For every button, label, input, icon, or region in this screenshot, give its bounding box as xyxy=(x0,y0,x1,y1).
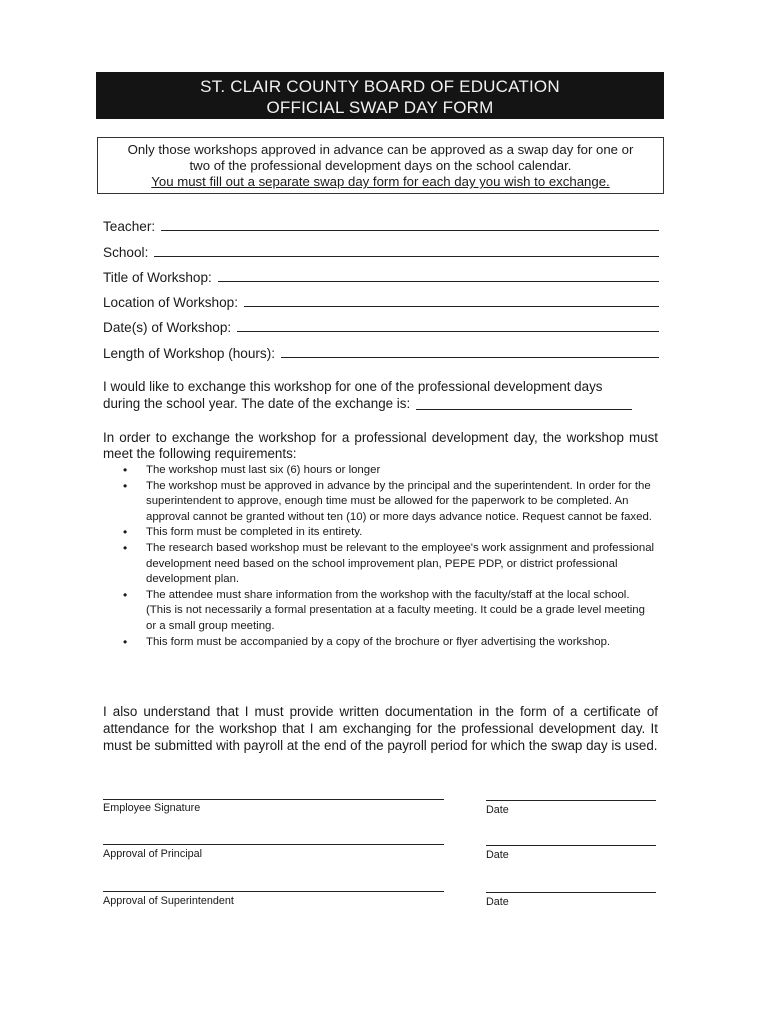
exchange-line-2: during the school year. The date of the exchange is: xyxy=(103,396,411,411)
employee-signature-label: Employee Signature xyxy=(103,802,201,814)
workshop-length-label: Length of Workshop (hours): xyxy=(103,345,276,361)
workshop-title-input-line[interactable] xyxy=(218,281,659,282)
workshop-location-input-line[interactable] xyxy=(244,306,659,307)
principal-signature-label: Approval of Principal xyxy=(103,848,203,860)
requirement-item: • The research based workshop must be relevant to the employee's work assignment and professional development need based on the school improvement plan, PEPE PDP, or district professional development plan. xyxy=(120,541,655,588)
requirements-list xyxy=(120,463,655,650)
workshop-length-field xyxy=(103,335,659,360)
school-label: School: xyxy=(103,244,149,260)
principal-signature-line[interactable] xyxy=(103,844,444,845)
school-field xyxy=(103,234,659,259)
principal-date-label: Date xyxy=(486,849,509,861)
form-title: OFFICIAL SWAP DAY FORM xyxy=(266,98,494,117)
requirement-item: • This form must be completed in its entirety. xyxy=(120,525,655,541)
notice-box xyxy=(97,137,664,194)
board-title: ST. CLAIR COUNTY BOARD OF EDUCATION xyxy=(200,77,560,96)
workshop-fields xyxy=(103,209,659,361)
workshop-length-input-line[interactable] xyxy=(281,357,659,358)
workshop-title-field xyxy=(103,260,659,285)
principal-date-line[interactable] xyxy=(486,845,656,846)
workshop-location-label: Location of Workshop: xyxy=(103,295,239,311)
requirement-item: • The workshop must be approved in advance by the principal and the superintendent. In order for the superintendent to approve, enough time must be allowed for the paperwork to be completed. An approval cannot be granted without ten (10) or more days advance notice. Request cannot be faxed. xyxy=(120,479,655,526)
requirement-item: • This form must be accompanied by a copy of the brochure or flyer advertising the workshop. xyxy=(120,635,655,651)
notice-line-1: Only those workshops approved in advance can be approved as a swap day for one or xyxy=(127,142,634,157)
workshop-title-label: Title of Workshop: xyxy=(103,269,212,285)
workshop-dates-field xyxy=(103,310,659,335)
superintendent-date-label: Date xyxy=(486,896,509,908)
teacher-label: Teacher: xyxy=(103,219,156,235)
requirements-intro: In order to exchange the workshop for a professional development day, the workshop must meet the following requirements: xyxy=(103,430,658,461)
documentation-statement: I also understand that I must provide written documentation in the form of a certificate of attendance for the workshop that I am exchanging for the professional development day. It must be submitted with payroll at the end of the payroll period for which the swap day is used. xyxy=(103,704,658,753)
employee-date-line[interactable] xyxy=(486,800,656,801)
form-header xyxy=(96,72,664,119)
employee-date-label: Date xyxy=(486,804,509,816)
teacher-input-line[interactable] xyxy=(161,230,659,231)
exchange-date-input-line[interactable] xyxy=(416,409,632,410)
notice-line-3: You must fill out a separate swap day form for each day you wish to exchange. xyxy=(151,174,610,189)
superintendent-signature-line[interactable] xyxy=(103,891,444,892)
teacher-field xyxy=(103,209,659,234)
requirement-item: • The attendee must share information from the workshop with the faculty/staff at the local school. (This is not necessarily a formal presentation at a faculty meeting. It could be a grade level meeting or a small group meeting. xyxy=(120,588,655,635)
workshop-dates-label: Date(s) of Workshop: xyxy=(103,320,232,336)
requirement-item: • The workshop must last six (6) hours or longer xyxy=(120,463,655,479)
exchange-line-1: I would like to exchange this workshop for one of the professional development days xyxy=(103,379,603,394)
workshop-location-field xyxy=(103,285,659,310)
notice-line-2: two of the professional development days on the school calendar. xyxy=(189,158,572,173)
superintendent-date-line[interactable] xyxy=(486,892,656,893)
employee-signature-line[interactable] xyxy=(103,799,444,800)
superintendent-signature-label: Approval of Superintendent xyxy=(103,895,234,907)
school-input-line[interactable] xyxy=(154,256,659,257)
exchange-statement xyxy=(103,378,659,412)
workshop-dates-input-line[interactable] xyxy=(237,331,659,332)
exchange-row-2 xyxy=(103,395,659,412)
